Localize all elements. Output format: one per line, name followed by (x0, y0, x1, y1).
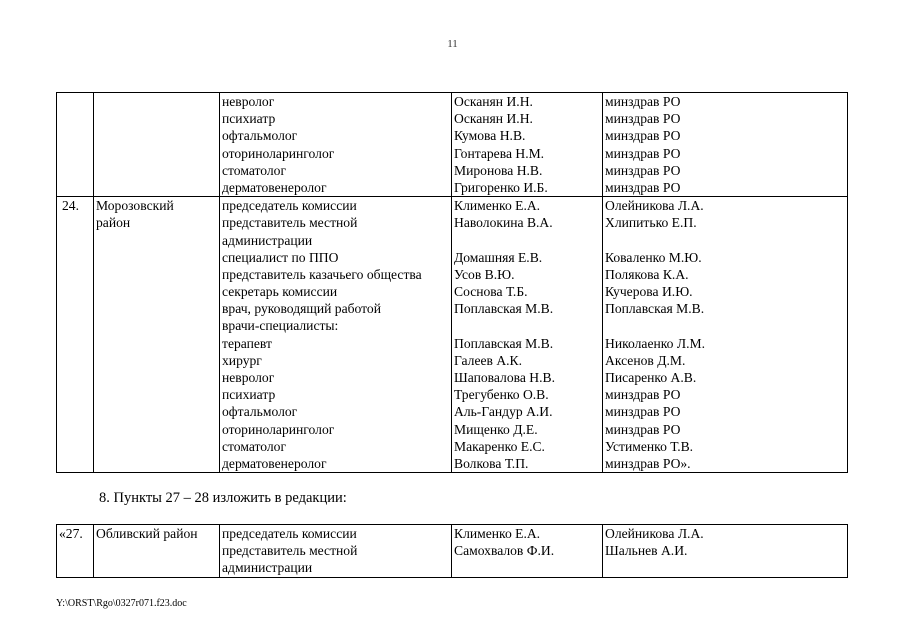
reserve-line: минздрав РО». (605, 455, 691, 471)
member-line: Осканян И.Н. (454, 111, 533, 127)
member-line: Клименко Е.А. (454, 526, 541, 541)
reserve-line: Кучерова И.Ю. (605, 284, 693, 300)
role-line: специалист по ППО (222, 249, 339, 265)
reserve-line: минздрав РО (605, 111, 681, 127)
reserves-cell (603, 525, 848, 578)
district-cell (94, 93, 220, 197)
role-line: администрации (222, 560, 313, 576)
table-row (57, 525, 848, 578)
reserve-line (605, 559, 845, 576)
reserve-line: Устименко Т.В. (605, 438, 694, 454)
reserve-line: Коваленко М.Ю. (605, 249, 702, 265)
row-number (62, 93, 91, 110)
reserve-line: Полякова К.А. (605, 266, 689, 282)
role-line: оториноларинголог (222, 421, 335, 437)
member-line: Поплавская М.В. (454, 301, 554, 317)
role-line: представитель местной (222, 543, 358, 559)
member-line: Самохвалов Ф.И. (454, 543, 555, 559)
commission-table-new (56, 524, 848, 578)
reserve-line: Олейникова Л.А. (605, 198, 704, 214)
roles-cell (220, 525, 452, 578)
reserve-line: Писаренко А.В. (605, 370, 697, 385)
district-line: Морозовский (96, 198, 174, 214)
table-row (57, 197, 848, 473)
members-cell (452, 525, 603, 578)
member-line (454, 232, 600, 249)
role-line: хирург (222, 352, 262, 368)
paragraph-instruction: 8. Пункты 27 – 28 изложить в редакции: (99, 490, 347, 506)
district-line: район (96, 215, 131, 231)
member-line (454, 317, 600, 334)
member-line: Аль-Гандур А.И. (454, 404, 553, 420)
row-number: 24. (62, 198, 79, 214)
commission-table-continued (56, 92, 848, 473)
role-line: терапевт (222, 335, 272, 351)
member-line (454, 559, 600, 576)
member-line: Клименко Е.А. (454, 198, 541, 214)
role-line: психиатр (222, 387, 276, 403)
member-line: Трегубенко О.В. (454, 387, 549, 403)
member-line: Григоренко И.Б. (454, 179, 548, 195)
role-line: представитель казачьего общества (222, 266, 422, 282)
role-line: представитель местной (222, 215, 358, 231)
member-line: Шаповалова Н.В. (454, 370, 555, 385)
member-line: Макаренко Е.С. (454, 438, 545, 454)
roles-cell (220, 197, 452, 473)
member-line: Волкова Т.П. (454, 455, 529, 471)
role-line: врачи-специалисты: (222, 318, 339, 334)
reserve-line: Хлипитько Е.П. (605, 215, 697, 231)
role-line: дерматовенеролог (222, 179, 327, 195)
reserve-line: минздрав РО (605, 145, 681, 161)
reserve-line: минздрав РО (605, 128, 681, 144)
reserve-line: минздрав РО (605, 94, 681, 109)
role-line: офтальмолог (222, 128, 298, 144)
member-line: Поплавская М.В. (454, 335, 554, 351)
reserve-line: Поплавская М.В. (605, 301, 705, 317)
role-line: стоматолог (222, 162, 287, 178)
district-cell (94, 525, 220, 578)
role-line: администрации (222, 232, 313, 248)
members-cell (452, 93, 603, 197)
member-line: Осканян И.Н. (454, 94, 533, 109)
role-line: стоматолог (222, 438, 287, 454)
member-line: Домашняя Е.В. (454, 249, 543, 265)
role-line: оториноларинголог (222, 145, 335, 161)
role-line: психиатр (222, 111, 276, 127)
district-line: Обливский район (96, 526, 198, 541)
reserves-cell (603, 197, 848, 473)
reserve-line: минздрав РО (605, 179, 681, 195)
members-cell (452, 197, 603, 473)
role-line: невролог (222, 94, 275, 109)
page-number: 11 (447, 38, 458, 50)
member-line: Миронова Н.В. (454, 162, 543, 178)
district-cell (94, 197, 220, 473)
role-line: дерматовенеролог (222, 455, 327, 471)
reserve-line: минздрав РО (605, 404, 681, 420)
member-line: Галеев А.К. (454, 352, 523, 368)
row-number-cell (57, 197, 94, 473)
reserves-cell (603, 93, 848, 197)
role-line: офтальмолог (222, 404, 298, 420)
table-row (57, 93, 848, 197)
reserve-line: Шальнев А.И. (605, 543, 688, 559)
reserve-line (605, 317, 845, 334)
roles-cell (220, 93, 452, 197)
role-line: секретарь комиссии (222, 284, 338, 300)
member-line: Мищенко Д.Е. (454, 421, 538, 437)
member-line: Гонтарева Н.М. (454, 145, 545, 161)
reserve-line: минздрав РО (605, 421, 681, 437)
reserve-line: Олейникова Л.А. (605, 526, 704, 541)
role-line: председатель комиссии (222, 198, 357, 214)
member-line: Кумова Н.В. (454, 128, 526, 144)
member-line: Наволокина В.А. (454, 215, 553, 231)
member-line: Усов В.Ю. (454, 266, 515, 282)
role-line: врач, руководящий работой (222, 301, 381, 317)
reserve-line: минздрав РО (605, 387, 681, 403)
reserve-line: минздрав РО (605, 162, 681, 178)
row-number-cell (57, 525, 94, 578)
reserve-line (605, 232, 845, 249)
row-number-cell (57, 93, 94, 197)
reserve-line: Аксенов Д.М. (605, 352, 686, 368)
member-line: Соснова Т.Б. (454, 284, 528, 300)
role-line: председатель комиссии (222, 526, 357, 541)
file-path-footer: Y:\ORST\Rgo\0327r071.f23.doc (56, 598, 187, 609)
role-line: невролог (222, 370, 275, 385)
reserve-line: Николаенко Л.М. (605, 335, 705, 351)
row-number: «27. (59, 526, 83, 541)
